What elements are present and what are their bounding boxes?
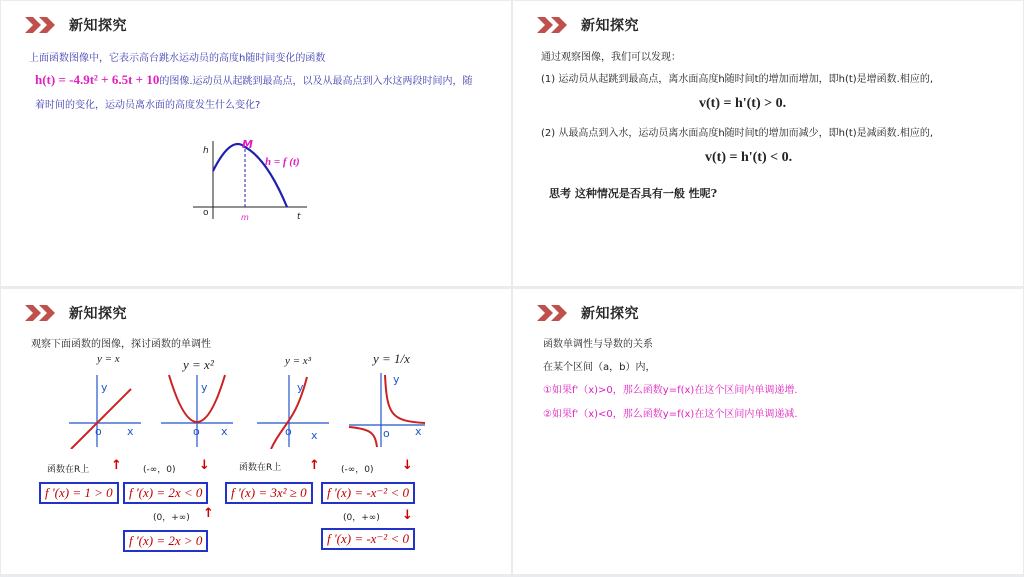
eq-reciprocal: y = 1/x [373, 351, 410, 366]
arrow-down-icon: ↓ [199, 458, 210, 473]
slide-1-line3: 着时间的变化，运动员离水面的高度发生什么变化? [35, 100, 261, 111]
graph-linear-y: y [101, 381, 108, 394]
slide-4-title: 新知探究 [581, 306, 639, 322]
label-g4a: (-∞，0) [341, 465, 374, 475]
graph-square-o: o [193, 425, 200, 438]
slide-2-intro: 通过观察图像，我们可以发现： [541, 52, 681, 63]
graph-reciprocal-y: y [393, 373, 400, 386]
arrow-up-icon: ↑ [203, 506, 214, 521]
eq-linear: y = x [97, 353, 120, 365]
label-g4b: (0，+∞) [343, 513, 380, 523]
arrow-up-icon: ↑ [111, 458, 122, 473]
label-g3: 函数在R上 [239, 463, 282, 473]
slide-2-header [537, 13, 639, 37]
slide-3-title: 新知探究 [69, 306, 127, 322]
chevron-double-icon [537, 303, 573, 323]
chevron-double-icon [25, 15, 61, 35]
graph-linear [65, 369, 145, 449]
slide-3-header [25, 301, 127, 325]
height-formula: h(t) = -4.9t² + 6.5t + 10 [35, 72, 160, 87]
graph-cube-x: x [311, 429, 318, 442]
slide-1-line1: 上面函数图像中，它表示高台跳水运动员的高度h随时间变化的函数 [29, 53, 326, 64]
graph-m-label: m [241, 213, 249, 222]
slide-1-line2-rest: 的图像.运动员从起跳到最高点，以及从最高点到入水这两段时间内，随 [159, 76, 473, 87]
graph-reciprocal-o: o [383, 427, 390, 440]
slide-3 [1, 289, 511, 574]
slide-1-header [25, 13, 127, 37]
velocity-negative-eq: v(t) = h'(t) < 0. [705, 150, 793, 165]
label-g1: 函数在R上 [47, 465, 90, 475]
arrow-up-icon: ↑ [309, 458, 320, 473]
box-derivative-square-pos: f '(x) = 2x > 0 [123, 530, 208, 552]
graph-square-y: y [201, 381, 208, 394]
graph-t-label: t [297, 212, 301, 222]
label-g2a: (-∞，0) [143, 465, 176, 475]
chevron-double-icon [25, 303, 61, 323]
graph-cube-o: o [285, 425, 292, 438]
graph-peak-label: M [242, 138, 253, 151]
eq-cube: y = x³ [285, 355, 311, 367]
slide-2-point2: (2) 从最高点到入水，运动员离水面高度h随时间t的增加而减少，即h(t)是减函数.相应的, [541, 128, 934, 139]
graph-reciprocal [345, 369, 429, 449]
graph-linear-x: x [127, 425, 134, 438]
eq-square: y = x² [183, 357, 214, 372]
chevron-double-icon [537, 15, 573, 35]
box-derivative-square-neg: f '(x) = 2x < 0 [123, 482, 208, 504]
graph-linear-o: o [95, 425, 102, 438]
box-derivative-cube: f '(x) = 3x² ≥ 0 [225, 482, 313, 504]
graph-square-x: x [221, 425, 228, 438]
arrow-down-icon: ↓ [402, 458, 413, 473]
slide-1-line2 [35, 73, 473, 89]
slide-2-think: 思考 这种情况是否具有一般 性呢? [549, 187, 718, 200]
height-time-graph [181, 131, 331, 231]
slide-2 [513, 1, 1023, 286]
slide-4-rule-increasing: ①如果f'（x)>0，那么函数y=f(x)在这个区间内单调递增. [543, 385, 798, 396]
slide-3-intro: 观察下面函数的图像，探讨函数的单调性 [31, 339, 211, 350]
velocity-positive-eq: v(t) = h'(t) > 0. [699, 96, 787, 111]
graph-cube-y: y [297, 381, 304, 394]
graph-reciprocal-x: x [415, 425, 422, 438]
slide-2-point1: (1) 运动员从起跳到最高点，离水面高度h随时间t的增加而增加，即h(t)是增函数.相应的, [541, 74, 934, 85]
arrow-down-icon: ↓ [402, 508, 413, 523]
slide-4-header [537, 301, 639, 325]
graph-curve-label: h = f (t) [265, 156, 300, 168]
box-derivative-linear: f '(x) = 1 > 0 [39, 482, 119, 504]
label-g2b: (0，+∞) [153, 513, 190, 523]
slide-4 [513, 289, 1023, 574]
box-derivative-reciprocal-pos: f '(x) = -x⁻² < 0 [321, 528, 415, 550]
slide-1 [1, 1, 511, 286]
slide-4-line2: 在某个区间（a，b）内， [543, 362, 656, 373]
slide-4-rule-decreasing: ②如果f'（x)<0，那么函数y=f(x)在这个区间内单调递减. [543, 409, 798, 420]
graph-origin-label: o [203, 208, 209, 218]
slide-2-title: 新知探究 [581, 18, 639, 34]
box-derivative-reciprocal-neg: f '(x) = -x⁻² < 0 [321, 482, 415, 504]
slide-4-line1: 函数单调性与导数的关系 [543, 339, 653, 350]
graph-h-label: h [203, 146, 209, 156]
graph-cube [253, 369, 333, 449]
graph-square [157, 369, 237, 449]
slide-1-title: 新知探究 [69, 18, 127, 34]
